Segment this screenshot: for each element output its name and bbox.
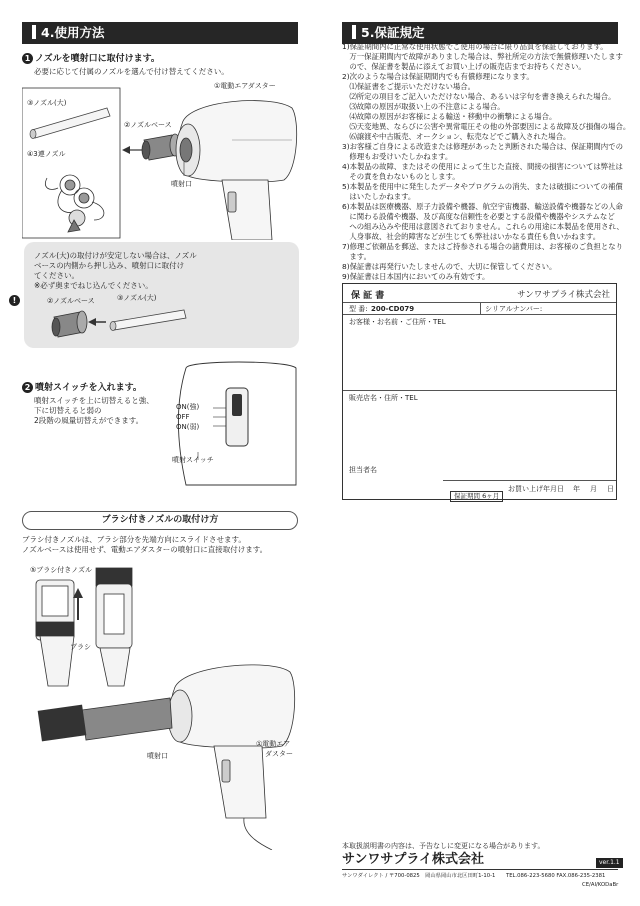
card-divider <box>443 480 616 481</box>
warranty-card <box>342 283 617 500</box>
warranty-line: 8)保証書は再発行いたしませんので、大切に保管してください。 <box>342 262 557 271</box>
warranty-line: ⑵所定の項目をご記入いただけない場合、あるいは字句を書き換えられた場合。 <box>342 92 616 101</box>
triple-nozzle-drawing <box>45 175 103 232</box>
person-label: 担当者名 <box>349 466 377 474</box>
note-label-base: ②ノズルベース <box>47 297 95 305</box>
warranty-line: 6)本製品は医療機器、原子力設備や機器、航空宇宙機器、輸送設備や機器などの人命 <box>342 202 624 211</box>
serial-label: シリアルナンバー: <box>485 305 543 313</box>
footer-code: CE/AI/KODaBr <box>582 882 619 888</box>
step1-title-text: ノズルを噴射口に取付けます。 <box>35 54 160 64</box>
note-label-large: ③ノズル(大) <box>117 294 157 302</box>
note-line-3: てください。 <box>34 271 79 280</box>
brush-line-1: ブラシ付きノズルは、ブラシ部分を先端方向にスライドさせます。 <box>22 535 246 544</box>
footer-notice: 本取扱説明書の内容は、予告なしに変更になる場合があります。 <box>342 842 545 850</box>
warranty-line: はいたしかねます。 <box>342 192 416 201</box>
warranty-line: 7)修理ご依頼品を郵送、またはご持参される場合の諸費用は、お客様のご負担となり <box>342 242 624 251</box>
purchase-year: 年 <box>573 485 580 493</box>
purchase-label: お買い上げ年月日 <box>508 485 564 493</box>
note-line-1: ノズル(大)の取付けが安定しない場合は、ノズル <box>34 251 197 260</box>
brush-section-title: ブラシ付きノズルの取付け方 <box>22 511 298 530</box>
step2-title <box>22 382 142 394</box>
warranty-line: 4)本製品の故障、またはその使用によって生じた直接、間接の損害については弊社は <box>342 162 623 171</box>
warranty-line: 9)保証書は日本国内においてのみ有効です。 <box>342 272 490 281</box>
model-number: 200-CD079 <box>371 305 415 313</box>
step-number: 1 <box>22 53 33 64</box>
brush-line-2: ノズルベースは使用せず、電動エアダスターの噴射口に直接取付けます。 <box>22 545 268 554</box>
switch-on-strong: ON(強) <box>176 403 200 411</box>
warranty-line: に関わる設備や機器、及び高度な信頼性を必要とする設備や機器やシステムなど <box>342 212 615 221</box>
label-triple-nozzle: ④3連ノズル <box>27 150 66 158</box>
card-title: 保 証 書 <box>351 291 385 301</box>
note-arrow-head <box>88 318 96 326</box>
switch-on-weak: ON(弱) <box>176 423 200 431</box>
section-header-usage <box>22 22 298 44</box>
header-title: 4.使用方法 <box>41 25 105 40</box>
warranty-line: 修理もお受けいたしかねます。 <box>342 152 453 161</box>
warranty-terms <box>342 42 630 282</box>
warranty-line: ⑷故障の原因がお客様による輸送・移動中の衝撃による場合。 <box>342 112 557 121</box>
brush-illustration <box>22 560 302 850</box>
label-brush-adapter-2: ダスター <box>265 750 293 758</box>
card-company: サンワサプライ株式会社 <box>517 290 610 300</box>
switch-label: 噴射スイッチ <box>172 456 214 464</box>
card-divider <box>343 314 616 315</box>
step2-line-2: 下に切替えると弱の <box>34 406 102 415</box>
step2-line-1: 噴射スイッチを上に切替えると強、 <box>34 396 154 405</box>
warranty-line: 万一保証期間内で故障がありました場合は、弊社所定の方法で無償修理いたします <box>342 52 623 61</box>
switch-off: OFF <box>176 413 190 421</box>
label-brush-outlet: 噴射口 <box>147 752 168 760</box>
warranty-line: 5)本製品を使用中に発生したデータやプログラムの消失、または破損についての補償 <box>342 182 623 191</box>
warranty-line: ⑶故障の原因が取扱い上の不注意による場合。 <box>342 102 505 111</box>
note-bubble <box>12 242 299 348</box>
attach-arrow-head <box>122 146 130 154</box>
section-header-warranty <box>342 22 618 44</box>
step-number: 2 <box>22 382 33 393</box>
note-large-drawing <box>110 310 186 331</box>
warranty-line: 1)保証期間内に正常な使用状態でご使用の場合に限り品質を保証しております。 <box>342 42 608 51</box>
card-vsep <box>480 302 481 314</box>
warranty-line: ので、保証書を製品に添えてお買い上げの販売店までお持ちください。 <box>342 62 586 71</box>
warranty-line: ⑴保証書をご提示いただけない場合。 <box>342 82 476 91</box>
switch-knob <box>232 394 242 416</box>
warranty-line: その責を負わないものとします。 <box>342 172 460 181</box>
slide-arrow-head <box>73 588 83 598</box>
period-text: 保証期間 6ヶ月 <box>450 491 503 502</box>
warranty-line: への組み込みや使用は意図されておりません。これらの用途に本製品を使用され、 <box>342 222 624 231</box>
nozzle-base-drawing <box>142 134 180 160</box>
note-illustration <box>24 242 299 348</box>
label-air-duster: ①電動エアダスター <box>214 82 276 90</box>
warranty-line: 2)次のような場合は保証期間内でも有償修理になります。 <box>342 72 534 81</box>
note-line-4: ※必ず奥までねじ込んでください。 <box>34 281 153 290</box>
warranty-line: ⑸天変地異、ならびに公害や異常電圧その他の外部要因による故障及び損傷の場合。 <box>342 122 631 131</box>
brush-nozzle-left <box>36 580 74 686</box>
step2-title-text: 噴射スイッチを入れます。 <box>35 383 142 393</box>
brush-nozzle-drawing <box>22 560 302 850</box>
warning-icon: ! <box>9 295 20 306</box>
dealer-label: 販売店名・住所・TEL <box>349 394 418 402</box>
footer-address: サンワダイレクト / 〒700-0825 岡山県岡山市北区田町1-10-1 TEL.086-223-5680 FAX.086-235-2381 <box>342 873 606 879</box>
label-outlet: 噴射口 <box>171 180 192 188</box>
customer-label: お客様・お名前・ご住所・TEL <box>349 318 446 326</box>
warranty-line: ます。 <box>342 252 371 261</box>
attached-brush <box>38 698 172 741</box>
brush-nozzle-right <box>96 568 132 686</box>
air-duster-body <box>176 101 297 240</box>
label-brush: ブラシ <box>70 643 91 651</box>
header-bar <box>32 25 36 39</box>
version-badge: ver.1.1 <box>596 858 623 868</box>
label-brush-nozzle: ⑤ブラシ付きノズル <box>30 566 92 574</box>
card-divider <box>343 390 616 391</box>
period-tag <box>450 483 503 502</box>
large-nozzle-drawing <box>30 108 110 139</box>
purchase-day: 日 <box>607 485 614 493</box>
header-title: 5.保証規定 <box>361 25 425 40</box>
label-brush-adapter-1: ①電動エア <box>256 740 291 748</box>
label-nozzle-base: ②ノズルベース <box>124 121 172 129</box>
model-label: 型 番: <box>349 305 368 313</box>
footer-rule <box>342 869 618 870</box>
note-base-drawing <box>52 311 87 337</box>
step1-title <box>22 53 160 65</box>
step2-line-3: 2段階の風量切替えができます。 <box>34 416 144 425</box>
warranty-line: 人身事故、社会的障害などが生じても弊社はいかなる責任も負いかねます。 <box>342 232 601 241</box>
header-bar <box>352 25 356 39</box>
warranty-line: 3)お客様ご自身による改造または修理があったと判断された場合は、保証期間内での <box>342 142 623 151</box>
footer-brand: サンワサプライ株式会社 <box>342 852 484 867</box>
note-line-2: ベースの内側から押し込み、噴射口に取付け <box>34 261 185 270</box>
warranty-line: ⑹譲渡や中古販売、オークション、転売などでご購入された場合。 <box>342 132 571 141</box>
label-nozzle-large: ③ノズル(大) <box>27 99 67 107</box>
step1-desc: 必要に応じて付属のノズルを選んで付け替えてください。 <box>34 67 229 76</box>
purchase-month: 月 <box>590 485 597 493</box>
